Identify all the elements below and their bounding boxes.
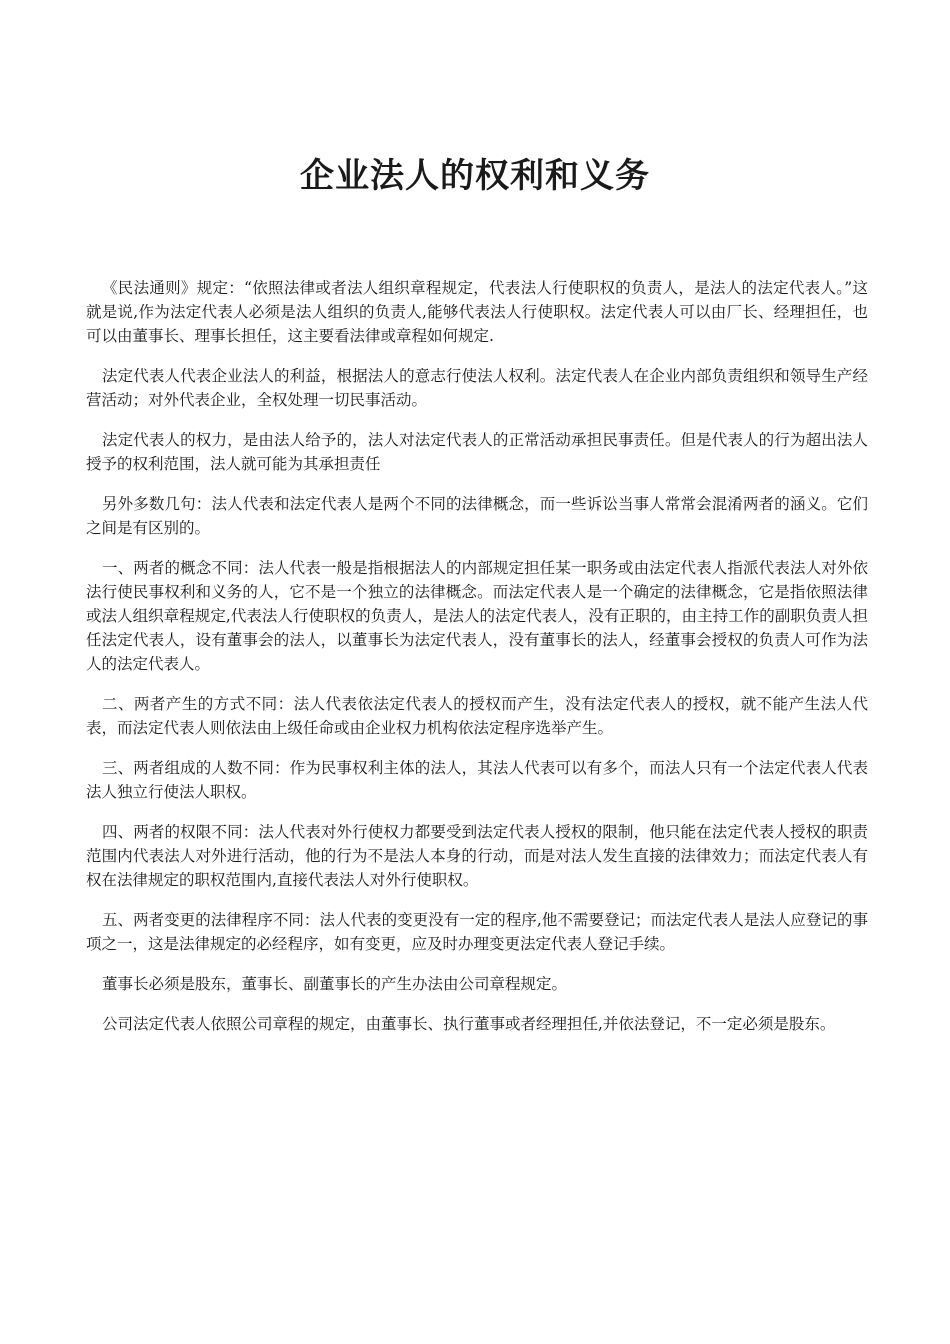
paragraph-civil-law-definition: 《民法通则》规定：“依照法律或者法人组织章程规定，代表法人行使职权的负责人，是法人的法定代表人。”这就是说,作为法定代表人必须是法人组织的负责人,能够代表法人行使职权。法定代表人可以由厂长、经理担任，也可以由董事长、理事长担任，这主要看法律或章程如何规定. xyxy=(86,279,868,345)
paragraph-representative-power: 法定代表人的权力，是由法人给予的，法人对法定代表人的正常活动承担民事责任。但是代表人的行为超出法人授予的权利范围，法人就可能为其承担责任 xyxy=(86,431,868,473)
paragraph-difference-origin: 二、两者产生的方式不同：法人代表依法定代表人的授权而产生，没有法定代表人的授权，就不能产生法人代表，而法定代表人则依法由上级任命或由企业权力机构依法定程序选举产生。 xyxy=(86,695,868,737)
document-title: 企业法人的权利和义务 xyxy=(300,156,650,196)
document-body xyxy=(86,276,868,1052)
paragraph-difference-number: 三、两者组成的人数不同：作为民事权利主体的法人，其法人代表可以有多个，而法人只有一个法定代表人代表法人独立行使法人职权。 xyxy=(86,759,868,801)
paragraph-representative-duties: 法定代表人代表企业法人的利益，根据法人的意志行使法人权利。法定代表人在企业内部负责组织和领导生产经营活动；对外代表企业，全权处理一切民事活动。 xyxy=(86,367,868,409)
paragraph-difference-procedure: 五、两者变更的法律程序不同：法人代表的变更没有一定的程序,他不需要登记；而法定代表人是法人应登记的事项之一，这是法律规定的必经程序，如有变更，应及时办理变更法定代表人登记手续。 xyxy=(86,911,868,953)
paragraph-company-representative: 公司法定代表人依照公司章程的规定，由董事长、执行董事或者经理担任,并依法登记，不一定必须是股东。 xyxy=(102,1015,836,1033)
paragraph-distinction-intro: 另外多数几句：法人代表和法定代表人是两个不同的法律概念，而一些诉讼当事人常常会混淆两者的涵义。它们之间是有区别的。 xyxy=(86,495,868,537)
paragraph-chairman-shareholder: 董事长必须是股东，董事长、副董事长的产生办法由公司章程规定。 xyxy=(102,975,568,993)
paragraph-difference-authority: 四、两者的权限不同：法人代表对外行使权力都要受到法定代表人授权的限制，他只能在法定代表人授权的职责范围内代表法人对外进行活动，他的行为不是法人本身的行动，而是对法人发生直接的法律效力；而法定代表人有权在法律规定的职权范围内,直接代表法人对外行使职权。 xyxy=(86,823,868,889)
paragraph-difference-concept: 一、两者的概念不同：法人代表一般是指根据法人的内部规定担任某一职务或由法定代表人指派代表法人对外依法行使民事权利和义务的人，它不是一个独立的法律概念。而法定代表人是一个确定的法律概念，它是指依照法律或法人组织章程规定,代表法人行使职权的负责人，是法人的法定代表人，没有正职的，由主持工作的副职负责人担任法定代表人，设有董事会的法人，以董事长为法定代表人，没有董事长的法人，经董事会授权的负责人可作为法人的法定代表人。 xyxy=(86,559,868,673)
